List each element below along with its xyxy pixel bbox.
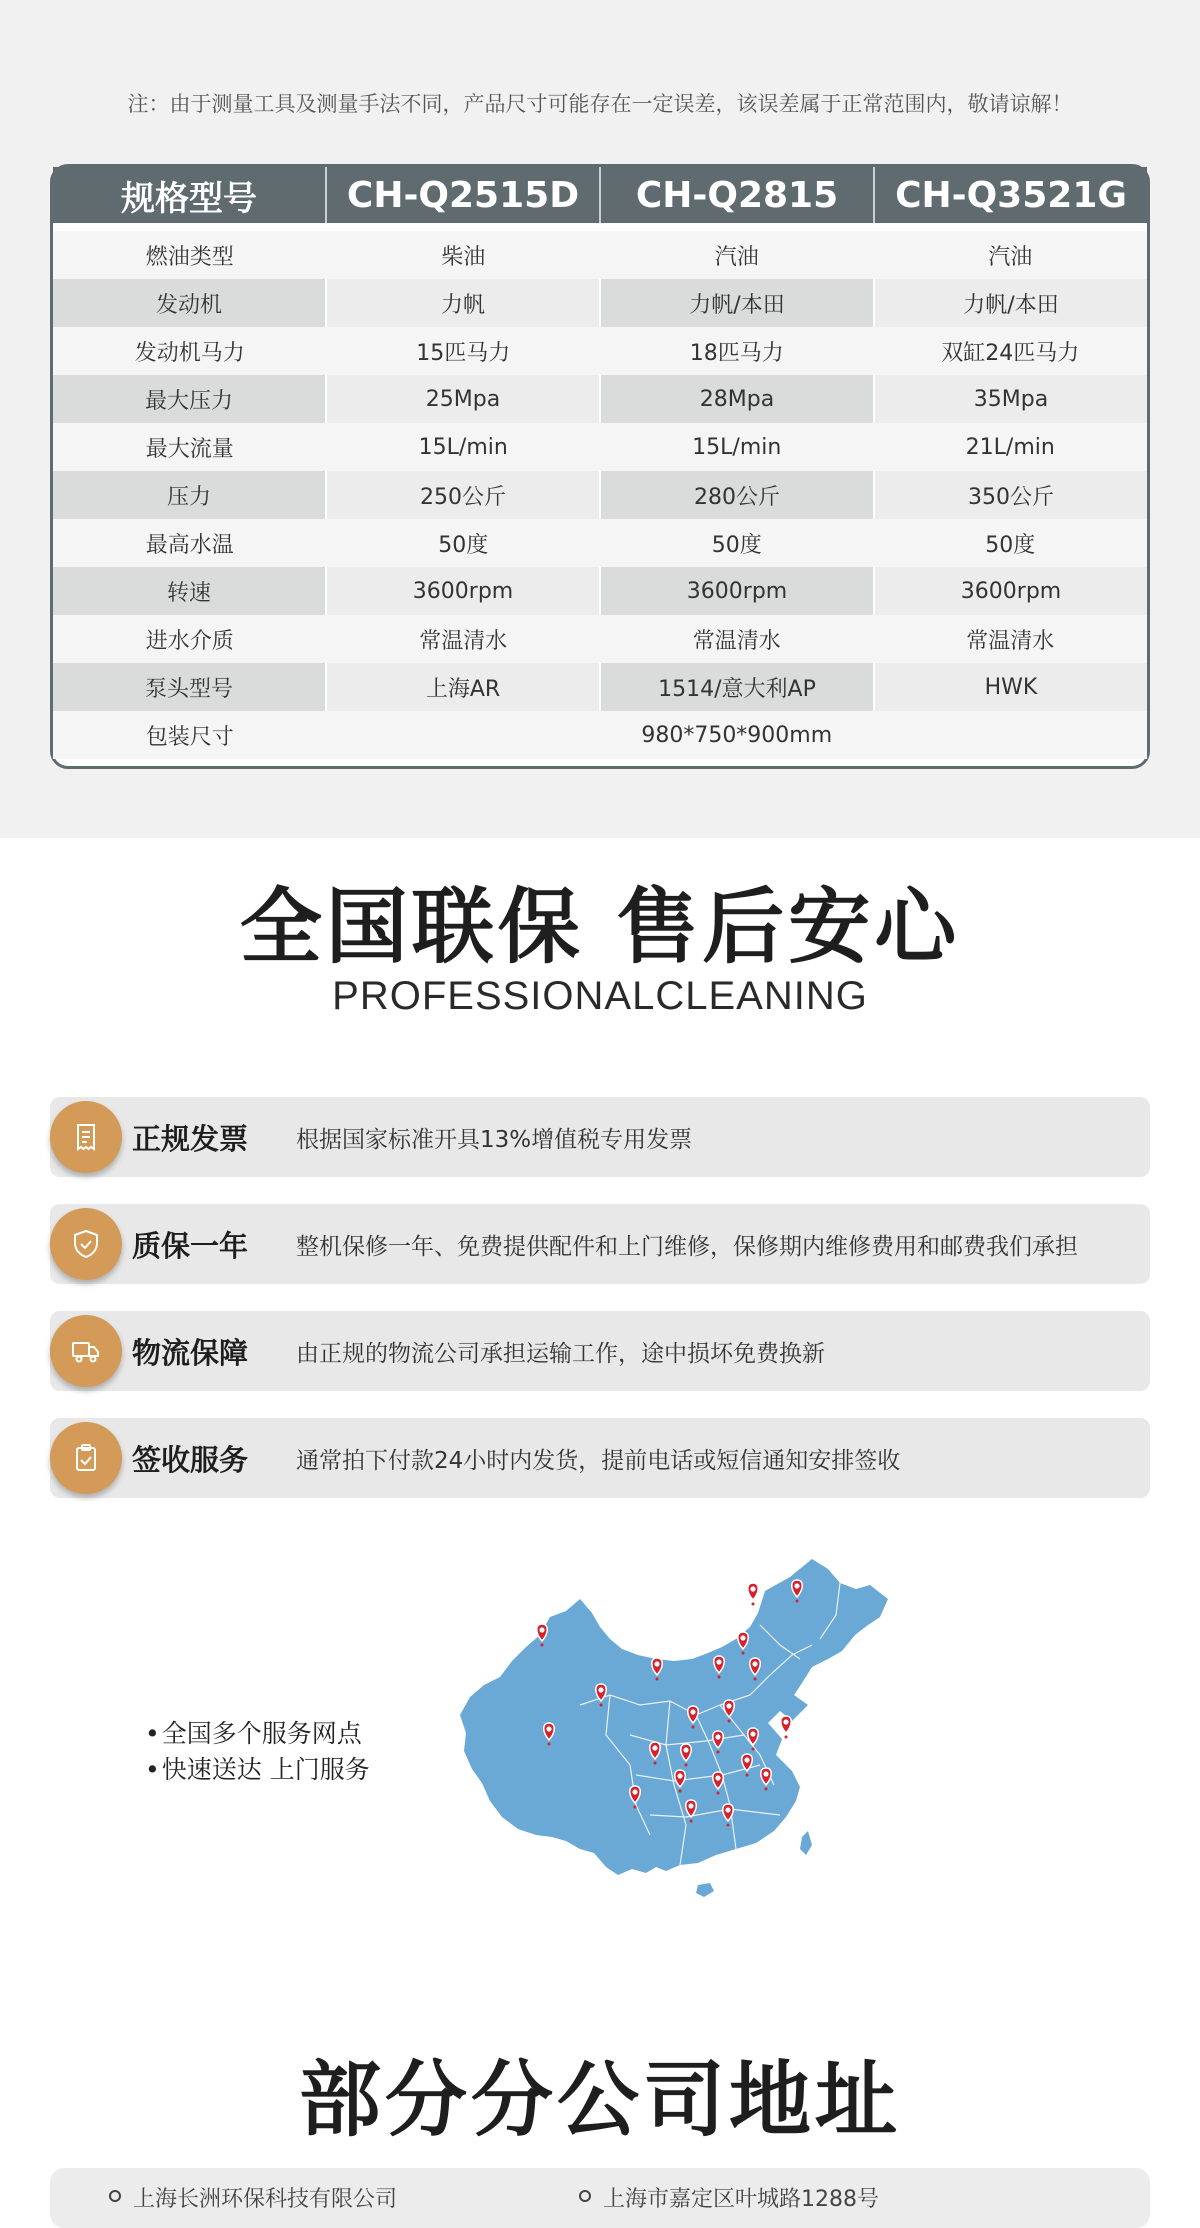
spec-label-cell: 最大压力	[53, 375, 325, 423]
measurement-note: 注：由于测量工具及测量手法不同，产品尺寸可能存在一定误差，该误差属于正常范围内，敬请谅解！	[127, 92, 1073, 116]
spec-value-cell: 50度	[874, 519, 1148, 567]
spec-value-cell: 18匹马力	[600, 327, 874, 375]
service-title: 签收服务	[132, 1442, 249, 1477]
service-desc: 由正规的物流公司承担运输工作，途中损坏免费换新	[296, 1340, 825, 1367]
spec-row	[53, 327, 1147, 375]
header-cell-model-3: CH-Q3521G	[873, 167, 1147, 223]
service-desc: 整机保修一年、免费提供配件和上门维修，保修期内维修费用和邮费我们承担	[296, 1233, 1078, 1260]
spec-value-cell: 3600rpm	[599, 567, 873, 615]
spec-value-cell: 常温清水	[327, 615, 601, 663]
china-map-shape	[460, 1559, 888, 1897]
spec-row	[53, 279, 1147, 327]
clipboard-check-icon	[50, 1422, 122, 1494]
spec-value-cell: 15匹马力	[327, 327, 601, 375]
spec-value-cell: 力帆/本田	[599, 279, 873, 327]
warranty-title: 全国联保 售后安心	[239, 880, 961, 975]
spec-value-cell: 常温清水	[874, 615, 1148, 663]
spec-value-cell: 双缸24匹马力	[874, 327, 1148, 375]
spec-value-cell: 280公斤	[599, 471, 873, 519]
spec-value-cell: 980*750*900mm	[327, 711, 1148, 759]
bullet-item: • 全国多个服务网点	[145, 1716, 370, 1752]
spec-value-cell: 力帆/本田	[873, 279, 1147, 327]
receipt-icon	[50, 1101, 122, 1173]
spec-value-cell: 350公斤	[873, 471, 1147, 519]
spec-row	[53, 375, 1147, 423]
spec-value-cell: 力帆	[325, 279, 599, 327]
spec-value-cell: 50度	[600, 519, 874, 567]
china-service-map	[460, 1555, 1000, 1995]
spec-value-cell: 15L/min	[327, 423, 601, 471]
spec-value-cell: 21L/min	[874, 423, 1148, 471]
spec-value-cell: 常温清水	[600, 615, 874, 663]
spec-value-cell: 汽油	[874, 231, 1148, 279]
service-desc: 通常拍下付款24小时内发货，提前电话或短信通知安排签收	[296, 1447, 901, 1474]
spec-row	[53, 519, 1147, 567]
spec-label-cell: 压力	[53, 471, 325, 519]
map-pin-icon	[748, 1583, 759, 1606]
spec-label-cell: 转速	[53, 567, 325, 615]
spec-value-cell: HWK	[873, 663, 1147, 711]
service-item-warranty	[50, 1204, 1150, 1284]
spec-row	[53, 471, 1147, 519]
spec-row	[53, 615, 1147, 663]
service-title: 质保一年	[132, 1228, 249, 1263]
shield-icon	[50, 1208, 122, 1280]
spec-row	[53, 567, 1147, 615]
address-text: 上海市嘉定区叶城路1288号	[603, 2187, 879, 2212]
spec-value-cell: 28Mpa	[599, 375, 873, 423]
spec-value-cell: 上海AR	[325, 663, 599, 711]
spec-table	[50, 164, 1150, 769]
address-item	[105, 2182, 397, 2213]
warranty-subtitle: PROFESSIONALCLEANING	[332, 974, 868, 1018]
spec-value-cell: 250公斤	[325, 471, 599, 519]
service-title: 物流保障	[132, 1335, 249, 1370]
address-bar	[50, 2168, 1150, 2228]
spec-value-cell: 1514/意大利AP	[599, 663, 873, 711]
spec-label-cell: 燃油类型	[53, 231, 327, 279]
spec-value-cell: 15L/min	[600, 423, 874, 471]
spec-label-cell: 进水介质	[53, 615, 327, 663]
header-cell-label: 规格型号	[121, 178, 257, 219]
spec-value-cell: 50度	[327, 519, 601, 567]
address-title: 部分分公司地址	[298, 2053, 901, 2148]
spec-label-cell: 最大流量	[53, 423, 327, 471]
spec-row	[53, 663, 1147, 711]
spec-row	[53, 231, 1147, 279]
spec-value-cell: 3600rpm	[325, 567, 599, 615]
spec-label-cell: 包装尺寸	[53, 711, 327, 759]
spec-value-cell: 柴油	[327, 231, 601, 279]
spec-label-cell: 发动机	[53, 279, 325, 327]
spec-label-cell: 发动机马力	[53, 327, 327, 375]
service-item-invoice	[50, 1097, 1150, 1177]
spec-label-cell: 泵头型号	[53, 663, 325, 711]
header-cell-model-1: CH-Q2515D	[325, 167, 599, 223]
map-pin-icon	[781, 1716, 792, 1739]
spec-value-cell: 35Mpa	[873, 375, 1147, 423]
spec-table-body	[53, 223, 1147, 759]
spec-section	[0, 0, 1200, 838]
spec-table-header	[53, 167, 1147, 223]
spec-value-cell: 3600rpm	[873, 567, 1147, 615]
location-icon	[575, 2188, 595, 2208]
address-item	[575, 2182, 879, 2213]
service-desc: 根据国家标准开具13%增值税专用发票	[296, 1126, 693, 1153]
spec-value-cell: 汽油	[600, 231, 874, 279]
header-cell-model-2: CH-Q2815	[599, 167, 873, 223]
service-bullets	[145, 1716, 370, 1788]
spec-row	[53, 423, 1147, 471]
service-title: 正规发票	[132, 1121, 249, 1156]
service-item-delivery	[50, 1418, 1150, 1498]
bullet-item: • 快速送达 上门服务	[145, 1752, 370, 1788]
address-text: 上海长洲环保科技有限公司	[133, 2187, 398, 2212]
spec-value-cell: 25Mpa	[325, 375, 599, 423]
service-item-logistics	[50, 1311, 1150, 1391]
location-icon	[105, 2188, 125, 2208]
spec-row-package	[53, 711, 1147, 759]
spec-label-cell: 最高水温	[53, 519, 327, 567]
truck-icon	[50, 1315, 122, 1387]
